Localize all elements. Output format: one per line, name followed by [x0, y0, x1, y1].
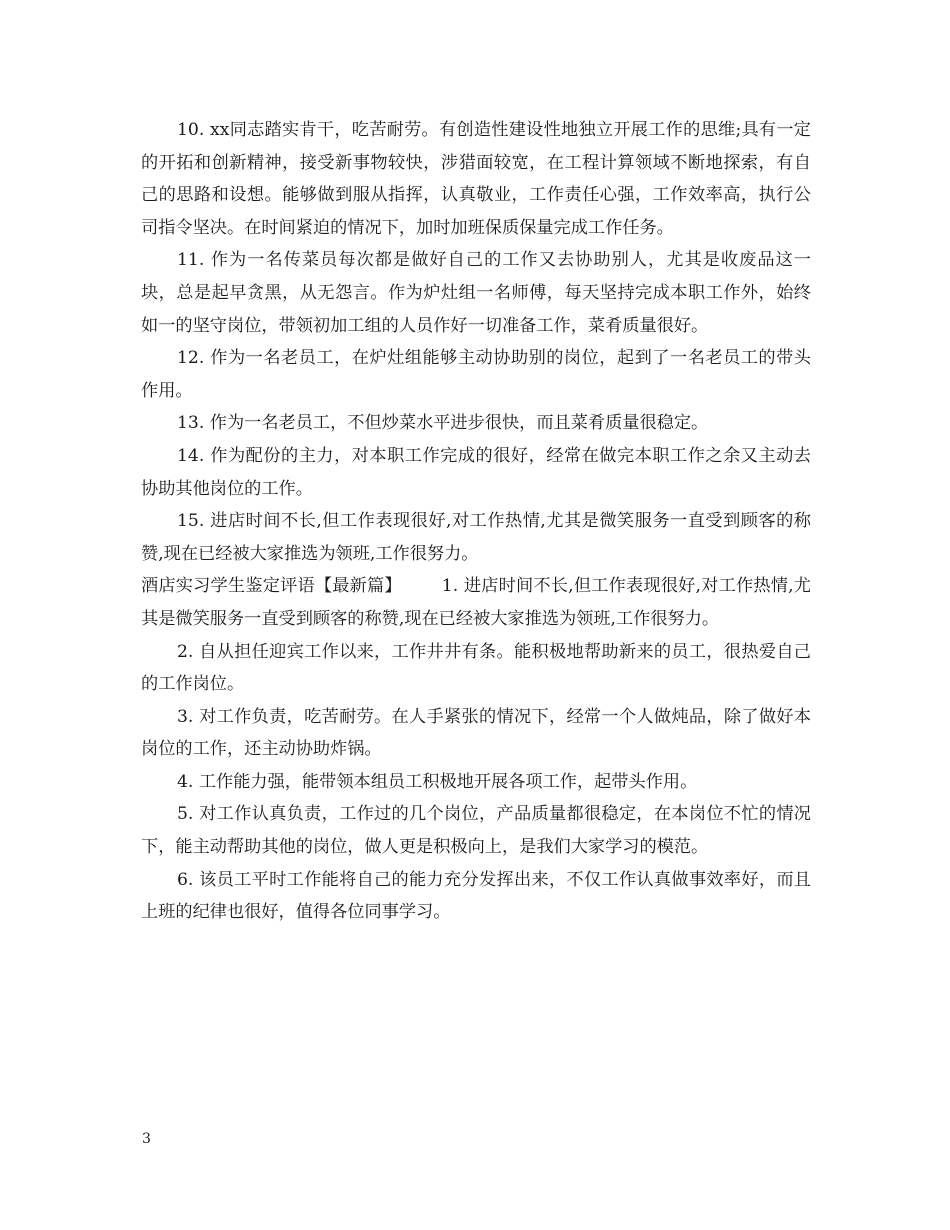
section-heading-paragraph — [141, 570, 811, 635]
paragraph-item-5: 5. 对工作认真负责，工作过的几个岗位，产品质量都很稳定，在本岗位不忙的情况下，能主动帮助其他的岗位，做人更是积极向上，是我们大家学习的模范。 — [141, 804, 811, 858]
paragraph-item-12: 12. 作为一名老员工，在炉灶组能够主动协助别的岗位，起到了一名老员工的带头作用。 — [141, 348, 811, 401]
paragraph-item-6: 6. 该员工平时工作能将自己的能力充分发挥出来，不仅工作认真做事效率好，而且上班的纪律也很好，值得各位同事学习。 — [141, 869, 811, 923]
section-heading: 酒店实习学生鉴定评语【最新篇】 — [141, 576, 402, 597]
paragraph-item-15: 15. 进店时间不长,但工作表现很好,对工作热情,尤其是微笑服务一直受到顾客的称赞,现在已经被大家推选为领班,工作很努力。 — [141, 511, 811, 564]
page-number: 3 — [142, 1131, 151, 1147]
paragraph-item-1: 1. 进店时间不长,但工作表现很好,对工作热情,尤其是微笑服务一直受到顾客的称赞,现在已经被大家推选为领班,工作很努力。 — [141, 576, 811, 629]
paragraph-item-11: 11. 作为一名传菜员每次都是做好自己的工作又去协助别人，尤其是收废品这一块，总是起早贪黑，从无怨言。作为炉灶组一名师傅，每天坚持完成本职工作外，始终如一的坚守岗位，带领初加工组的人员作好一切准备工作，菜肴质量很好。 — [141, 250, 811, 336]
paragraph-item-14: 14. 作为配份的主力，对本职工作完成的很好，经常在做完本职工作之余又主动去协助其他岗位的工作。 — [141, 445, 811, 499]
paragraph-item-2: 2. 自从担任迎宾工作以来，工作井井有条。能积极地帮助新来的员工，很热爱自己的工作岗位。 — [141, 641, 811, 695]
paragraph-item-3: 3. 对工作负责，吃苦耐劳。在人手紧张的情况下，经常一个人做炖品，除了做好本岗位的工作，还主动协助炸锅。 — [141, 706, 811, 760]
paragraph-item-4: 4. 工作能力强，能带领本组员工积极地开展各项工作，起带头作用。 — [177, 771, 698, 792]
paragraph-item-10: 10. xx同志踏实肯干，吃苦耐劳。有创造性建设性地独立开展工作的思维;具有一定的开拓和创新精神，接受新事物较快，涉猎面较宽，在工程计算领域不断地探索，有自己的思路和设想。能够做到服从指挥，认真敬业，工作责任心强，工作效率高，执行公司指令坚决。在时间紧迫的情况下，加时加班保质保量完成工作任务。 — [141, 120, 811, 238]
paragraph-item-13: 13. 作为一名老员工，不但炒菜水平进步很快，而且菜肴质量很稳定。 — [177, 413, 709, 434]
document-body — [141, 114, 811, 929]
